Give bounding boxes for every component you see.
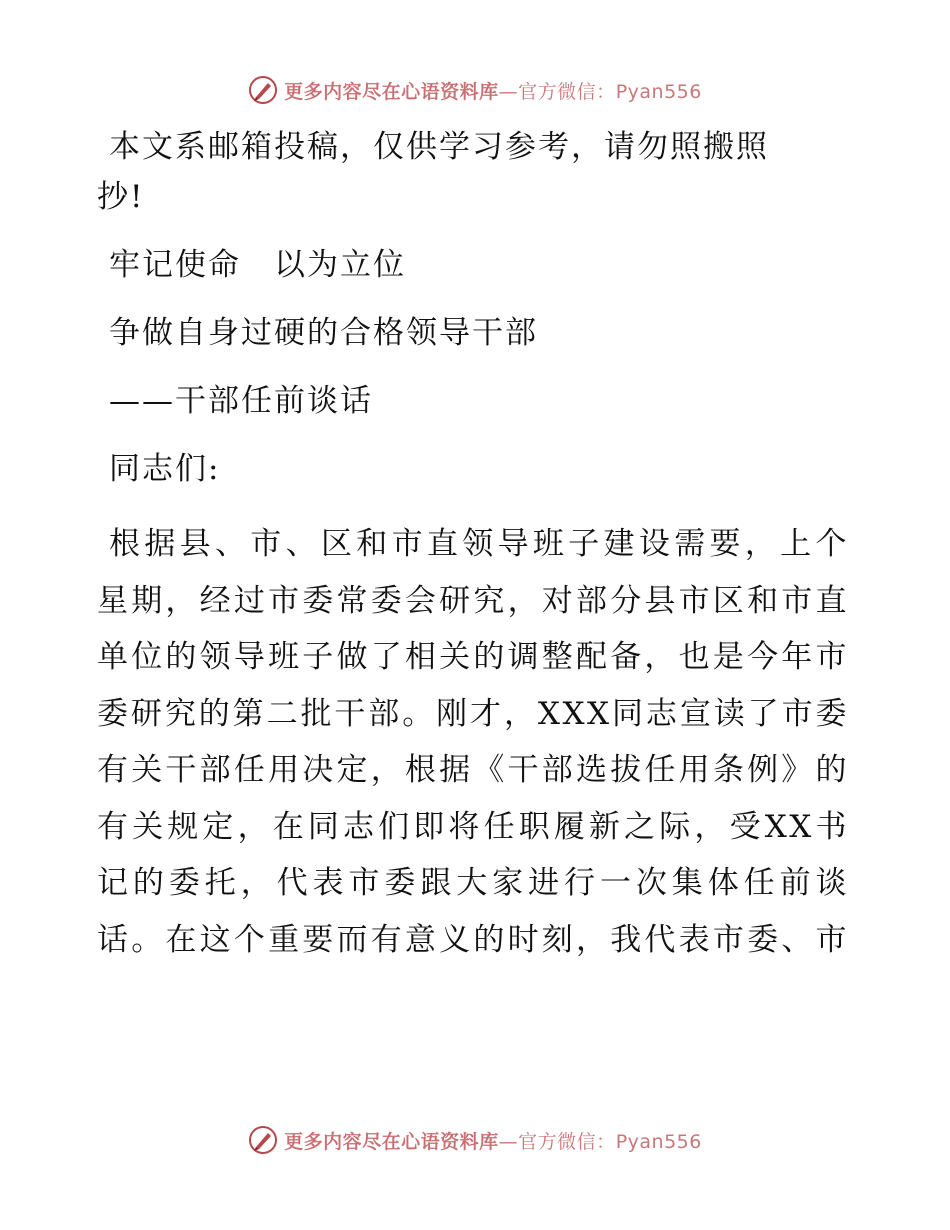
document-title-line-2: 争做自身过硬的合格领导干部 <box>109 315 538 351</box>
body-line: 有关规定，在同志们即将任职履新之际，受XX书 <box>97 808 849 845</box>
document-subtitle: ——干部任前谈话 <box>109 383 373 419</box>
watermark-id: Pyan556 <box>615 80 702 103</box>
body-line: 有关干部任用决定，根据《干部选拔任用条例》的 <box>97 752 849 788</box>
notice-line-1: 本文系邮箱投稿，仅供学习参考，请勿照搬照 <box>109 129 769 165</box>
watermark-text <box>284 1127 702 1154</box>
notice-line-2: 抄! <box>97 179 145 215</box>
body-line: 星期，经过市委常委会研究，对部分县市区和市直 <box>97 582 849 619</box>
body-line: 单位的领导班子做了相关的调整配备，也是今年市 <box>97 639 849 675</box>
watermark-contact: 官方微信： <box>518 1130 616 1153</box>
body-line: 委研究的第二批干部。刚才，XXX同志宣读了市委 <box>97 695 849 732</box>
body-paragraph <box>97 516 853 968</box>
watermark-separator: — <box>498 80 519 103</box>
watermark-brand: 更多内容尽在心语资料库 <box>284 80 499 103</box>
red-quill-logo-icon <box>248 1125 278 1155</box>
watermark-id: Pyan556 <box>615 1130 702 1153</box>
watermark-contact: 官方微信： <box>518 80 616 103</box>
body-line: 根据县、市、区和市直领导班子建设需要，上个 <box>109 526 849 562</box>
watermark-separator: — <box>498 1130 519 1153</box>
footer-watermark <box>0 1120 950 1160</box>
document-page <box>97 122 853 968</box>
body-line: 记的委托，代表市委跟大家进行一次集体任前谈 <box>97 865 849 901</box>
red-quill-logo-icon <box>248 75 278 105</box>
body-line: 话。在这个重要而有意义的时刻，我代表市委、市 <box>97 921 849 958</box>
header-watermark <box>0 70 950 110</box>
document-title-line-1: 牢记使命 以为立位 <box>109 247 406 283</box>
watermark-text <box>284 77 702 104</box>
salutation: 同志们: <box>109 451 221 487</box>
watermark-brand: 更多内容尽在心语资料库 <box>284 1130 499 1153</box>
